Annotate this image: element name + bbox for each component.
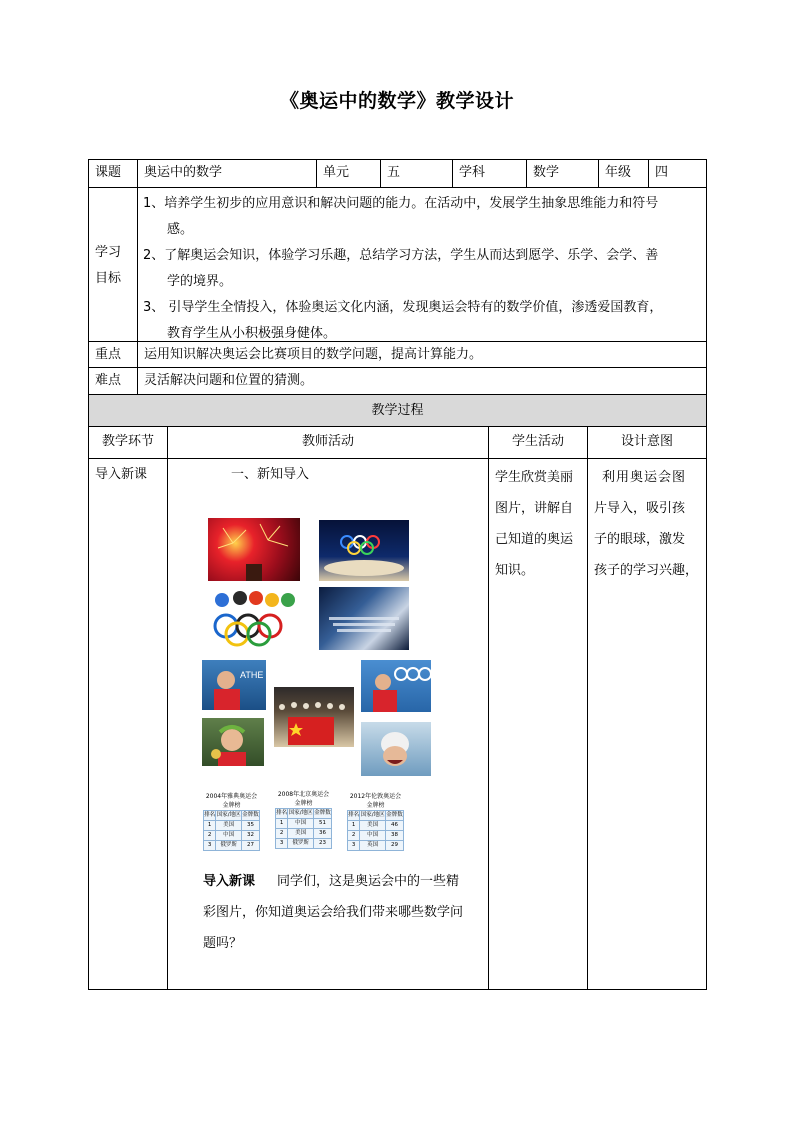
fireworks-photo [208,518,300,581]
medal-table-title: 2012年伦敦奥运会 [349,793,402,800]
gold-cell: 38 [385,831,403,841]
label-unit: 单元 [323,165,350,180]
country-cell: 美国 [216,821,242,831]
head-gold: 金牌数 [313,809,331,819]
head-rank: 排名 [204,811,216,821]
gold-cell: 32 [241,831,259,841]
goal-list [143,191,703,347]
intent-line: 利用奥运会图 [602,470,687,485]
head-country: 国家/地区 [288,809,314,819]
subject-value: 数学 [533,165,560,180]
mascots-image [208,588,300,648]
table-row [348,831,404,841]
country-cell: 英国 [360,841,386,851]
table-row [276,829,332,839]
document-title: 《奥运中的数学》教学设计 [279,90,514,112]
gold-cell: 23 [313,839,331,849]
goal-3-line1: 3、 引导学生全情投入，体验奥运文化内涵，发现奥运会特有的数学价值，渗透爱国教育， [143,300,663,315]
medal-table-2012 [347,792,404,851]
label-goals-line1: 学习 [95,245,122,260]
rank-cell: 3 [204,841,216,851]
ceremony-photo [319,587,409,650]
head-country: 国家/地区 [216,811,242,821]
swimmer-photo [361,722,431,776]
student-line: 知识。 [495,563,535,578]
country-cell: 中国 [360,831,386,841]
col-student: 学生活动 [511,434,564,449]
unit-value: 五 [387,165,401,180]
table-row [204,841,260,851]
stage-text: 导入新课 [95,467,148,482]
gold-cell: 35 [241,821,259,831]
goal-1-line2: 感。 [167,222,194,237]
rank-cell: 2 [276,829,288,839]
medal-table-title: 2004年雅典奥运会 [205,793,258,800]
medal-table-subtitle: 金牌榜 [222,802,241,809]
label-key-point: 重点 [95,347,122,362]
col-teacher: 教师活动 [301,434,354,449]
medal-table-title: 2008年北京奥运会 [277,791,330,798]
student-line: 学生欣赏美丽 [495,470,574,485]
grade-value: 四 [655,165,669,180]
athlete-photo-3 [202,718,264,766]
head-rank: 排名 [348,811,360,821]
gold-cell: 27 [241,841,259,851]
medal-table-subtitle: 金牌榜 [366,802,385,809]
goal-2-line1: 2、了解奥运会知识，体验学习乐趣，总结学习方法，学生从而达到愿学、乐学、会学、善 [143,248,659,263]
stadium-rings-photo [319,520,409,581]
student-line: 己知道的奥运 [495,532,574,547]
country-cell: 美国 [288,829,314,839]
label-subject: 学科 [459,165,486,180]
medal-table-2008 [275,790,332,849]
label-grade: 年级 [605,165,632,180]
table-row [204,821,260,831]
head-rank: 排名 [276,809,288,819]
table-row [348,841,404,851]
athlete-photo-1 [202,660,266,710]
label-goals-line2: 目标 [95,271,122,286]
rank-cell: 1 [276,819,288,829]
intent-line: 子的眼球，激发 [594,532,686,547]
country-cell: 中国 [288,819,314,829]
rank-cell: 1 [348,821,360,831]
athlete-photo-2 [361,660,431,712]
svg-text:ATHE: ATHE [240,670,264,680]
teacher-text-line1: 同学们，这是奥运会中的一些精 [277,874,460,889]
col-intent: 设计意图 [620,434,673,449]
rank-cell: 1 [204,821,216,831]
rank-cell: 3 [276,839,288,849]
rank-cell: 2 [204,831,216,841]
student-activity-text [495,462,585,586]
gold-cell: 36 [313,829,331,839]
topic-value: 奥运中的数学 [144,165,223,180]
country-cell: 俄罗斯 [288,839,314,849]
gold-cell: 51 [313,819,331,829]
intent-line: 片导入，吸引孩 [594,501,686,516]
table-row [348,821,404,831]
label-topic: 课题 [95,165,122,180]
difficulty-text: 灵活解决问题和位置的猜测。 [144,373,314,388]
gold-cell: 29 [385,841,403,851]
head-gold: 金牌数 [241,811,259,821]
process-header: 教学过程 [371,403,424,418]
rank-cell: 2 [348,831,360,841]
intent-line: 孩子的学习兴趣， [594,563,699,578]
table-row [204,831,260,841]
teacher-heading: 一、新知导入 [231,467,310,482]
medal-table-2004 [203,792,260,851]
teacher-text-line3: 题吗？ [203,936,243,951]
table-row [276,819,332,829]
key-point-text: 运用知识解决奥运会比赛项目的数学问题，提高计算能力。 [144,347,483,362]
teacher-activity-text [203,866,485,959]
goal-1-line1: 1、培养学生初步的应用意识和解决问题的能力。在活动中，发展学生抽象思维能力和符号 [143,196,659,211]
podium-photo [274,687,354,747]
label-difficulty: 难点 [95,373,122,388]
head-gold: 金牌数 [385,811,403,821]
head-country: 国家/地区 [360,811,386,821]
intro-bold-label: 导入新课 [203,874,256,889]
student-line: 图片，讲解自 [495,501,574,516]
country-cell: 美国 [360,821,386,831]
goal-3-line2: 教育学生从小积极强身健体。 [167,326,337,341]
table-row [276,839,332,849]
medal-table-subtitle: 金牌榜 [294,800,313,807]
design-intent-text [594,462,704,586]
goal-2-line2: 学的境界。 [167,274,233,289]
col-stage: 教学环节 [101,434,154,449]
country-cell: 俄罗斯 [216,841,242,851]
gold-cell: 46 [385,821,403,831]
rank-cell: 3 [348,841,360,851]
teacher-text-line2: 彩图片，你知道奥运会给我们带来哪些数学问 [203,905,464,920]
country-cell: 中国 [216,831,242,841]
